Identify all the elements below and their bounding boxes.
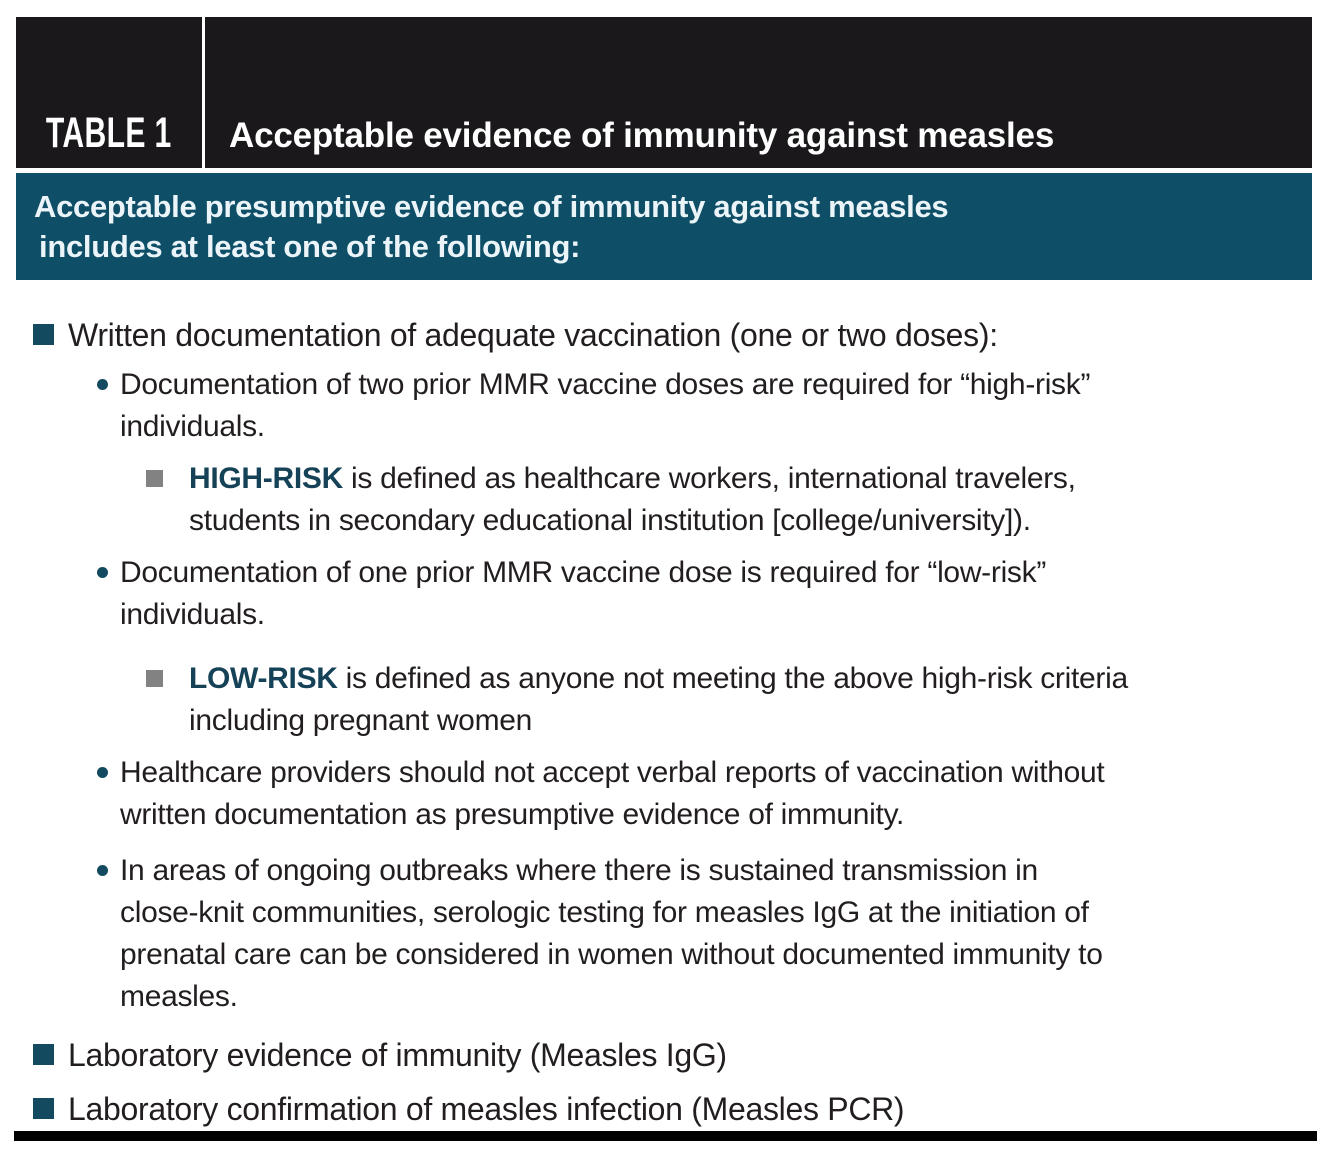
text-line: Documentation of two prior MMR vaccine doses are required for “high-risk” (120, 368, 1091, 401)
list-item-ongoing-outbreaks (97, 850, 1331, 1018)
text-line: In areas of ongoing outbreaks where there is sustained transmission in (120, 854, 1038, 887)
square-bullet-icon (33, 324, 54, 345)
list-item-high-risk-definition (146, 458, 1331, 542)
list-item-text (120, 850, 1103, 1018)
text-line: Written documentation of adequate vaccination (one or two doses): (68, 317, 998, 353)
gray-square-bullet-icon (146, 670, 163, 687)
list-item-one-dose (97, 552, 1331, 636)
table-label-cell (16, 17, 205, 168)
high-risk-term: HIGH-RISK (189, 462, 343, 495)
list-item-verbal-reports (97, 752, 1331, 836)
text-line: close-knit communities, serologic testing for measles IgG at the initiation of (120, 896, 1089, 929)
list-item-text (189, 458, 1076, 542)
text-rest: is defined as healthcare workers, international travelers, (342, 462, 1076, 495)
dot-bullet-icon (97, 767, 108, 778)
text-line: individuals. (120, 598, 265, 631)
content-list (0, 314, 1331, 1138)
list-item-written-documentation (33, 314, 1331, 356)
text-line (189, 658, 1128, 700)
text-line: measles. (120, 980, 238, 1013)
dot-bullet-icon (97, 567, 108, 578)
text-line: written documentation as presumptive evidence of immunity. (120, 798, 905, 831)
dot-bullet-icon (97, 379, 108, 390)
text-line: Laboratory confirmation of measles infection (Measles PCR) (68, 1091, 905, 1127)
list-item-lab-evidence (33, 1034, 1331, 1076)
list-item-text (120, 752, 1104, 836)
banner-text-line1: Acceptable presumptive evidence of immunity against measles (34, 189, 949, 224)
text-line (189, 458, 1076, 500)
bottom-divider-rule (14, 1131, 1317, 1141)
text-line: individuals. (120, 410, 265, 443)
text-line: students in secondary educational institution [college/university]). (189, 504, 1031, 537)
text-line: Healthcare providers should not accept verbal reports of vaccination without (120, 756, 1105, 789)
list-item-text (68, 1034, 727, 1076)
list-item-two-doses (97, 364, 1331, 448)
text-line: prenatal care can be considered in women without documented immunity to (120, 938, 1103, 971)
list-item-text (68, 1088, 904, 1130)
banner-text-line2: includes at least one of the following: (39, 229, 581, 264)
text-line: Laboratory evidence of immunity (Measles IgG) (68, 1037, 727, 1073)
square-bullet-icon (33, 1044, 54, 1065)
banner (16, 173, 1312, 280)
table-number-label: TABLE 1 (46, 109, 172, 157)
list-item-text (189, 658, 1128, 742)
table-header-bar (16, 17, 1312, 168)
list-item-low-risk-definition (146, 658, 1331, 742)
list-item-text (120, 552, 1046, 636)
list-item-text (68, 314, 998, 356)
square-bullet-icon (33, 1098, 54, 1119)
gray-square-bullet-icon (146, 470, 163, 487)
dot-bullet-icon (97, 865, 108, 876)
text-line: Documentation of one prior MMR vaccine dose is required for “low-risk” (120, 556, 1047, 589)
table-title: Acceptable evidence of immunity against measles (229, 116, 1055, 156)
text-line: including pregnant women (189, 704, 533, 737)
low-risk-term: LOW-RISK (189, 662, 338, 695)
list-item-text (120, 364, 1090, 448)
text-rest: is defined as anyone not meeting the above high-risk criteria (337, 662, 1128, 695)
list-item-lab-confirmation (33, 1088, 1331, 1130)
